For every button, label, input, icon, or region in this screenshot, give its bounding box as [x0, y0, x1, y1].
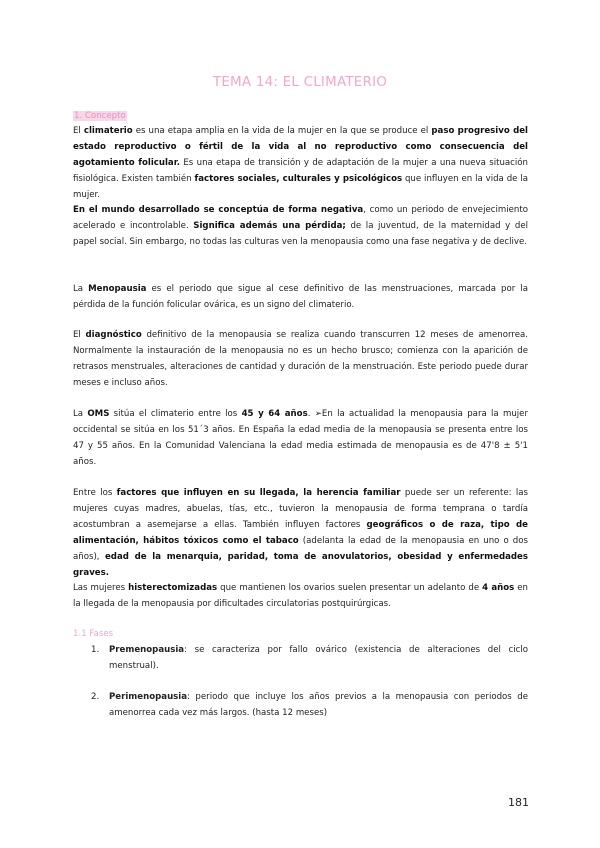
bold-term: factores sociales, culturales y psicológicos	[194, 174, 403, 184]
paragraph-definition	[73, 123, 528, 203]
text: El	[73, 330, 86, 340]
text: Es una etapa de transición y de adaptación de la mujer a una nueva situación fisiológica. Existen también	[73, 158, 528, 184]
text: Las mujeres	[73, 583, 129, 593]
bold-term: Premenopausia	[109, 645, 185, 655]
text: , como un periodo de envejecimiento acelerado e incontrolable.	[73, 205, 528, 231]
text: es el periodo que sigue al cese definitivo de las menstruaciones, marcada por la pérdida de la función folicular ovárica, es un signo del climaterio.	[73, 284, 528, 310]
bold-term: 45 y 64 años	[241, 409, 308, 419]
text: : periodo que incluye los años previos a la menopausia con periodos de amenorrea cada vez más largos. (hasta 12 meses)	[109, 692, 528, 718]
list-number: 1.	[91, 645, 100, 655]
text: puede ser un referente: las mujeres cuyas madres, abuelas, tías, etc., tuvieron la menopausia de forma temprana o tardía acostumbran a asemejarse a ellas. También influyen factores	[73, 488, 528, 530]
text: . ➢En la actualidad la menopausia para la mujer occidental se sitúa en los 51´3 años. En España la edad media de la menopausia se presenta entre los 47 y 55 años. En la Comunidad Valenciana la edad media estimada de menopausia es de 47'8 ± 5'1 años.	[73, 409, 528, 467]
bold-term: Significa además una pérdida;	[193, 221, 346, 231]
text: definitivo de la menopausia se realiza cuando transcurren 12 meses de amenorrea. Normalmente la instauración de la menopausia no es un hecho brusco; comienza con la aparición de retrasos menstruales, alteraciones de cantidad y duración de la menstruación. Este periodo puede durar meses e incluso años.	[73, 330, 528, 388]
text: es una etapa amplia en la vida de la mujer en la que se produce el	[132, 126, 432, 136]
bold-term: Menopausia	[88, 284, 147, 294]
list-item	[91, 642, 528, 674]
text: sitúa el climaterio entre los	[109, 409, 242, 419]
paragraph-diagnostico	[73, 327, 528, 391]
bold-term: geográficos o de raza, tipo de alimentación, hábitos tóxicos como el tabaco	[73, 520, 528, 546]
text: que influyen en la vida de la mujer.	[73, 174, 528, 200]
bold-term: 4 años	[482, 583, 515, 593]
page-title: TEMA 14: EL CLIMATERIO	[212, 74, 388, 90]
bold-term: climaterio	[83, 126, 133, 136]
bold-term: diagnóstico	[85, 330, 142, 340]
text: en la llegada de la menopausia por dificultades circulatorias postquirúrgicas.	[73, 583, 528, 609]
bold-term: En el mundo desarrollado se conceptúa de forma negativa	[73, 205, 364, 215]
paragraph-negative-concept	[73, 202, 528, 250]
text: que mantienen los ovarios suelen presentar un adelanto de	[217, 583, 483, 593]
section-heading-text: 1. Concepto	[74, 111, 126, 121]
paragraph-factores	[73, 485, 528, 581]
text: La	[73, 409, 88, 419]
bold-term: edad de la menarquia, paridad, toma de anovulatorios, obesidad y enfermedades graves.	[73, 552, 528, 578]
list-item	[91, 689, 528, 721]
bold-term: paso progresivo del estado reproductivo o fértil de la vida al no reproductivo como consecuencia del agotamiento folicular.	[73, 126, 528, 168]
paragraph-oms	[73, 406, 528, 470]
section-heading-fases: 1.1 Fases	[73, 629, 114, 639]
text: El	[73, 126, 84, 136]
bold-term: OMS	[87, 409, 110, 419]
paragraph-histerectomizadas	[73, 580, 528, 612]
bold-term: Perimenopausia	[109, 692, 188, 702]
section-heading-concepto	[73, 108, 127, 124]
text: : se caracteriza por fallo ovárico (existencia de alteraciones del ciclo menstrual).	[109, 645, 528, 671]
page-number: 181	[508, 796, 529, 809]
text: Entre los	[73, 488, 117, 498]
list-number: 2.	[91, 692, 100, 702]
text: La	[73, 284, 89, 294]
text: de la juventud, de la maternidad y del papel social. Sin embargo, no todas las culturas ven la menopausia como una fase negativa y de declive.	[73, 221, 528, 247]
bold-term: factores que influyen en su llegada, la herencia familiar	[116, 488, 401, 498]
text: (adelanta la edad de la menopausia en uno o dos años),	[73, 536, 528, 562]
paragraph-menopausia	[73, 281, 528, 313]
bold-term: histerectomizadas	[128, 583, 218, 593]
